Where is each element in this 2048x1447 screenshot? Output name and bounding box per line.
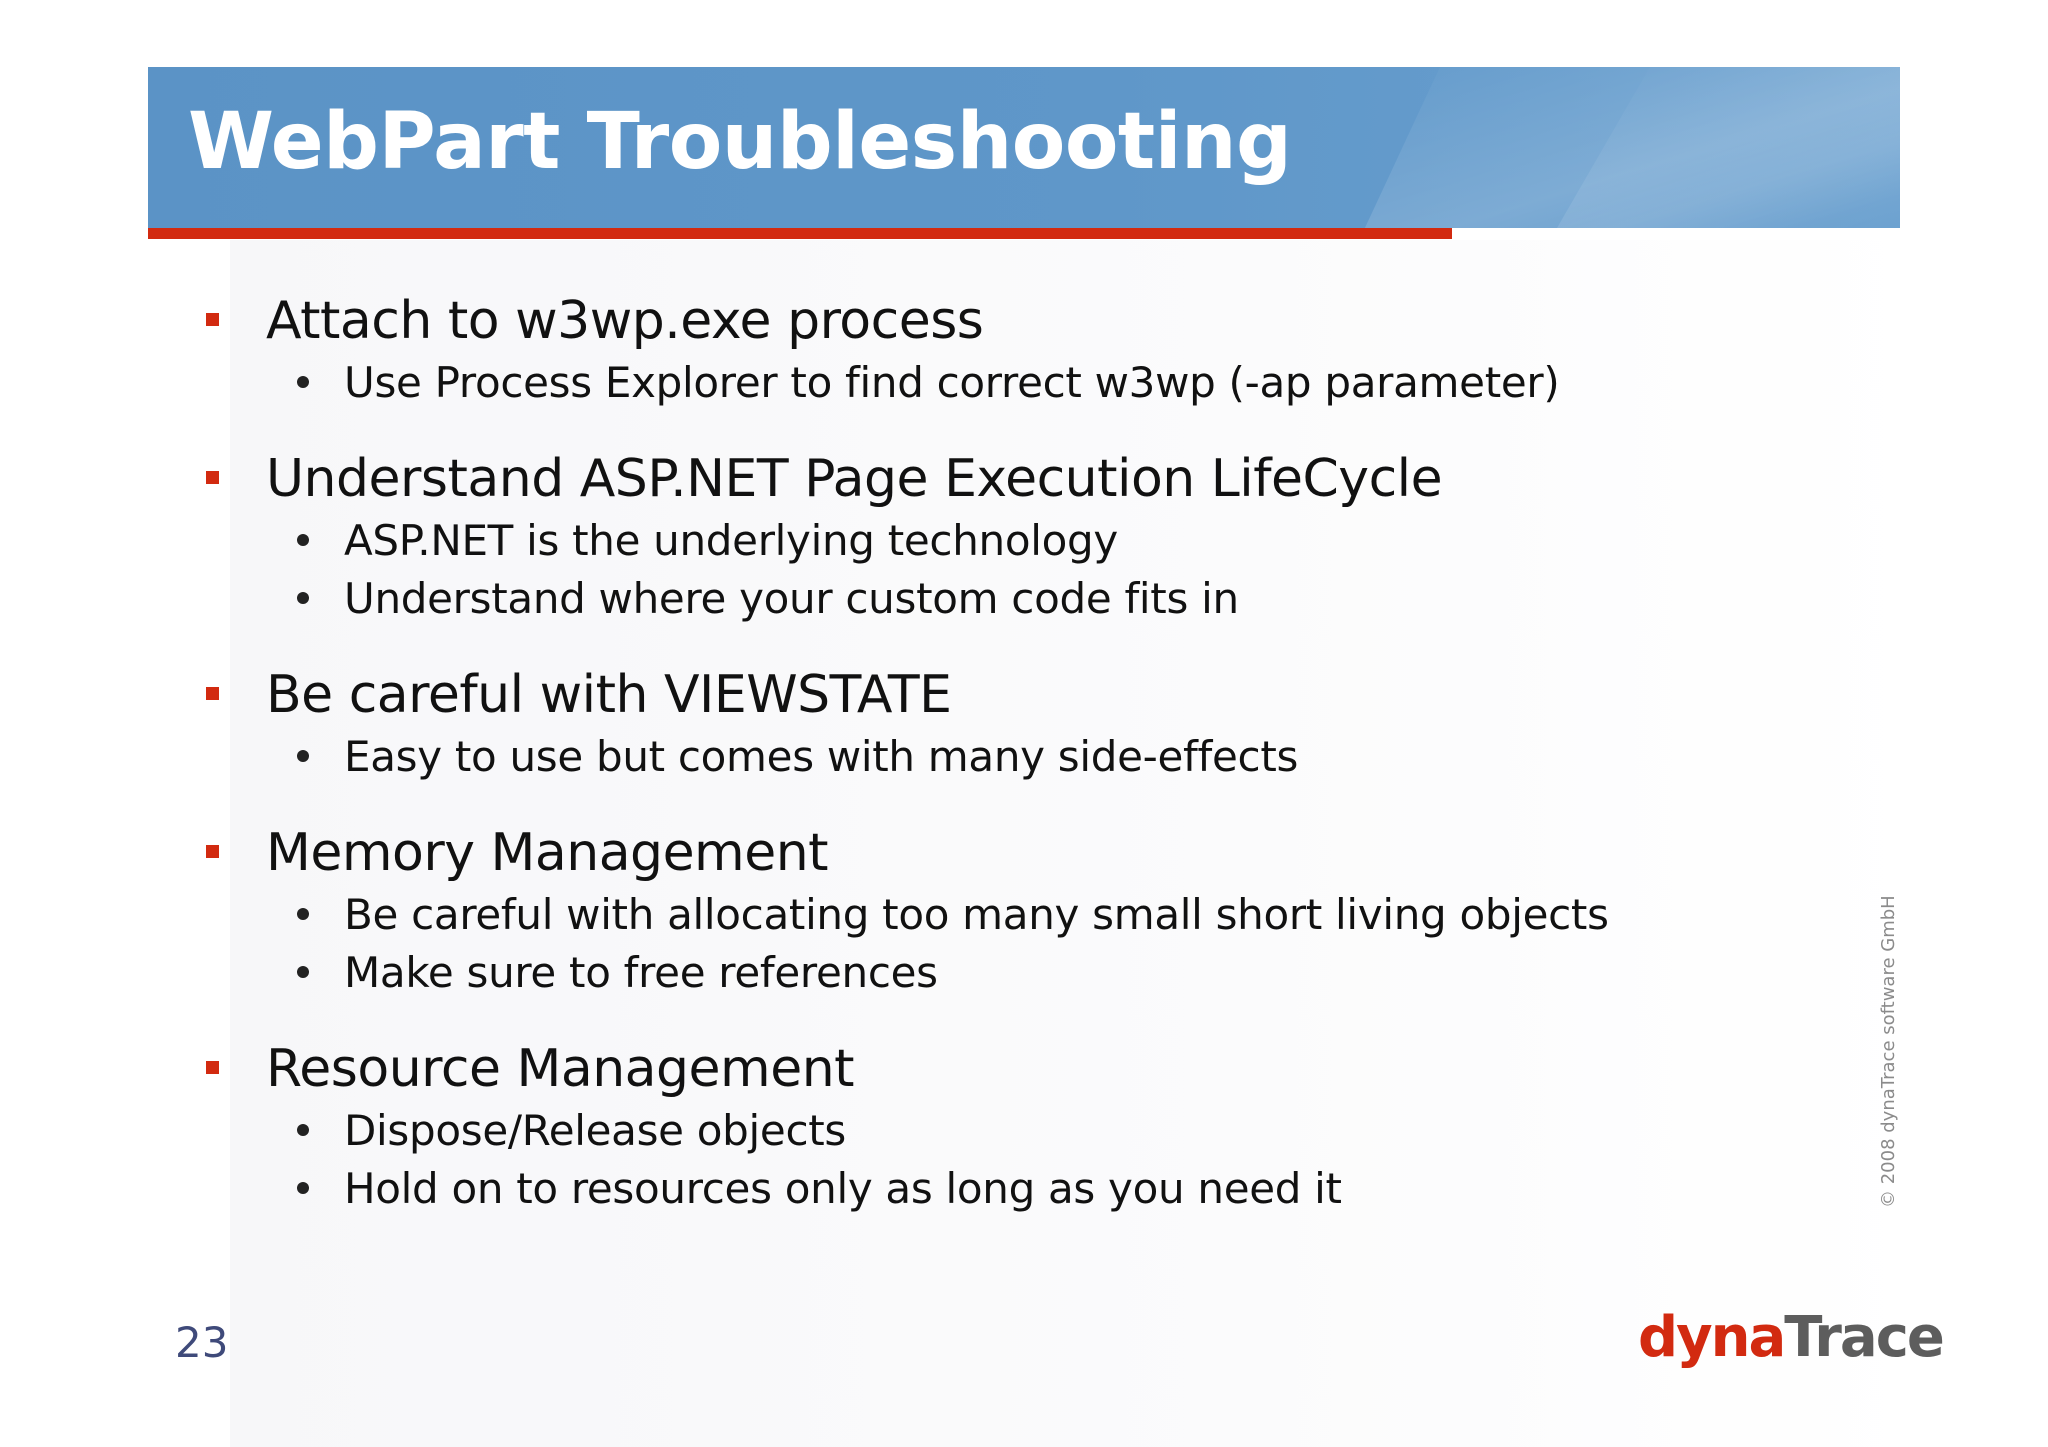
dot-bullet-icon [297,534,309,546]
bullet-text: Understand ASP.NET Page Execution LifeCycle [266,449,1443,509]
square-bullet-icon [206,313,219,326]
bullet-item [200,664,1820,788]
bullet-item [200,822,1820,1004]
bullet-text: Resource Management [266,1039,855,1099]
title-band [148,67,1900,228]
logo-part-trace: Trace [1784,1305,1943,1370]
sub-bullet-text: Make sure to free references [344,948,938,997]
dot-bullet-icon [297,1182,309,1194]
bullet-text: Attach to w3wp.exe process [266,291,984,351]
dot-bullet-icon [297,750,309,762]
slide-title: WebPart Troubleshooting [188,97,1292,187]
page-number: 23 [175,1318,229,1367]
copyright-notice: © 2008 dynaTrace software GmbH [1878,895,1899,1208]
square-bullet-icon [206,471,219,484]
sub-bullet-text: Use Process Explorer to find correct w3wp (-ap parameter) [344,358,1560,407]
sub-bullet-text: Easy to use but comes with many side-effects [344,732,1299,781]
dot-bullet-icon [297,376,309,388]
logo-part-dyna: dyna [1638,1305,1785,1370]
dot-bullet-icon [297,1124,309,1136]
sub-bullet-text: Understand where your custom code fits in [344,574,1239,623]
bullet-text: Memory Management [266,823,829,883]
sub-bullet-text: ASP.NET is the underlying technology [344,516,1118,565]
bullet-text: Be careful with VIEWSTATE [266,665,952,725]
square-bullet-icon [206,845,219,858]
title-underline [148,228,1452,239]
dot-bullet-icon [297,966,309,978]
sub-bullet-text: Be careful with allocating too many small short living objects [344,890,1609,939]
bullet-item [200,290,1820,414]
sub-bullet-text: Hold on to resources only as long as you need it [344,1164,1342,1213]
square-bullet-icon [206,1061,219,1074]
bullet-item [200,448,1820,630]
sub-bullet-text: Dispose/Release objects [344,1106,846,1155]
dynatrace-logo [1638,1305,1943,1370]
dot-bullet-icon [297,592,309,604]
bullet-item [200,1038,1820,1220]
bullet-list [200,290,1820,1220]
square-bullet-icon [206,687,219,700]
dot-bullet-icon [297,908,309,920]
